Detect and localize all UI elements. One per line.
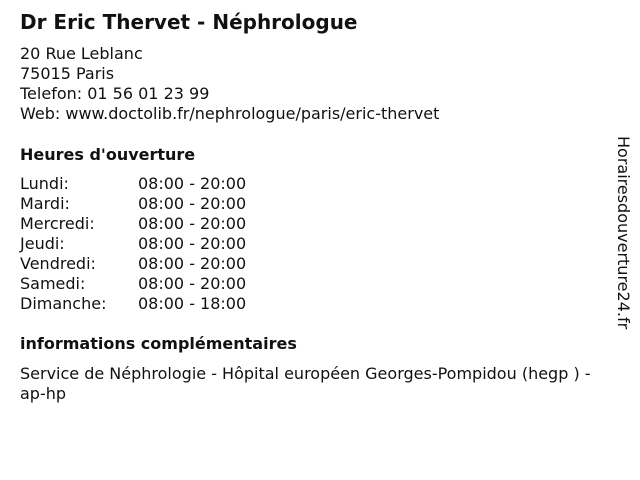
day-label: Mardi: — [20, 194, 70, 213]
day-label: Lundi: — [20, 174, 69, 193]
day-label: Jeudi: — [20, 234, 65, 253]
address-block — [20, 44, 439, 124]
side-brand-watermark: Horairesdouverture24.fr — [614, 136, 633, 330]
time-range: 08:00 - 20:00 — [138, 214, 247, 233]
time-range: 08:00 - 20:00 — [138, 174, 247, 193]
day-label: Dimanche: — [20, 294, 107, 313]
time-range: 08:00 - 20:00 — [138, 234, 247, 253]
page-title: Dr Eric Thervet - Néphrologue — [20, 10, 358, 34]
additional-info-text: Service de Néphrologie - Hôpital européen Georges-Pompidou (hegp ) - ap-hp — [20, 364, 591, 403]
day-label: Vendredi: — [20, 254, 96, 273]
city: 75015 Paris — [20, 64, 115, 83]
street-address: 20 Rue Leblanc — [20, 44, 143, 63]
website: Web: www.doctolib.fr/nephrologue/paris/eric-thervet — [20, 104, 440, 123]
phone-number: Telefon: 01 56 01 23 99 — [20, 84, 210, 103]
time-range: 08:00 - 18:00 — [138, 294, 247, 313]
time-range: 08:00 - 20:00 — [138, 274, 247, 293]
day-label: Samedi: — [20, 274, 86, 293]
time-range: 08:00 - 20:00 — [138, 194, 247, 213]
day-label: Mercredi: — [20, 214, 95, 233]
additional-info-heading: informations complémentaires — [20, 334, 297, 353]
time-range: 08:00 - 20:00 — [138, 254, 247, 273]
opening-hours-heading: Heures d'ouverture — [20, 145, 196, 164]
